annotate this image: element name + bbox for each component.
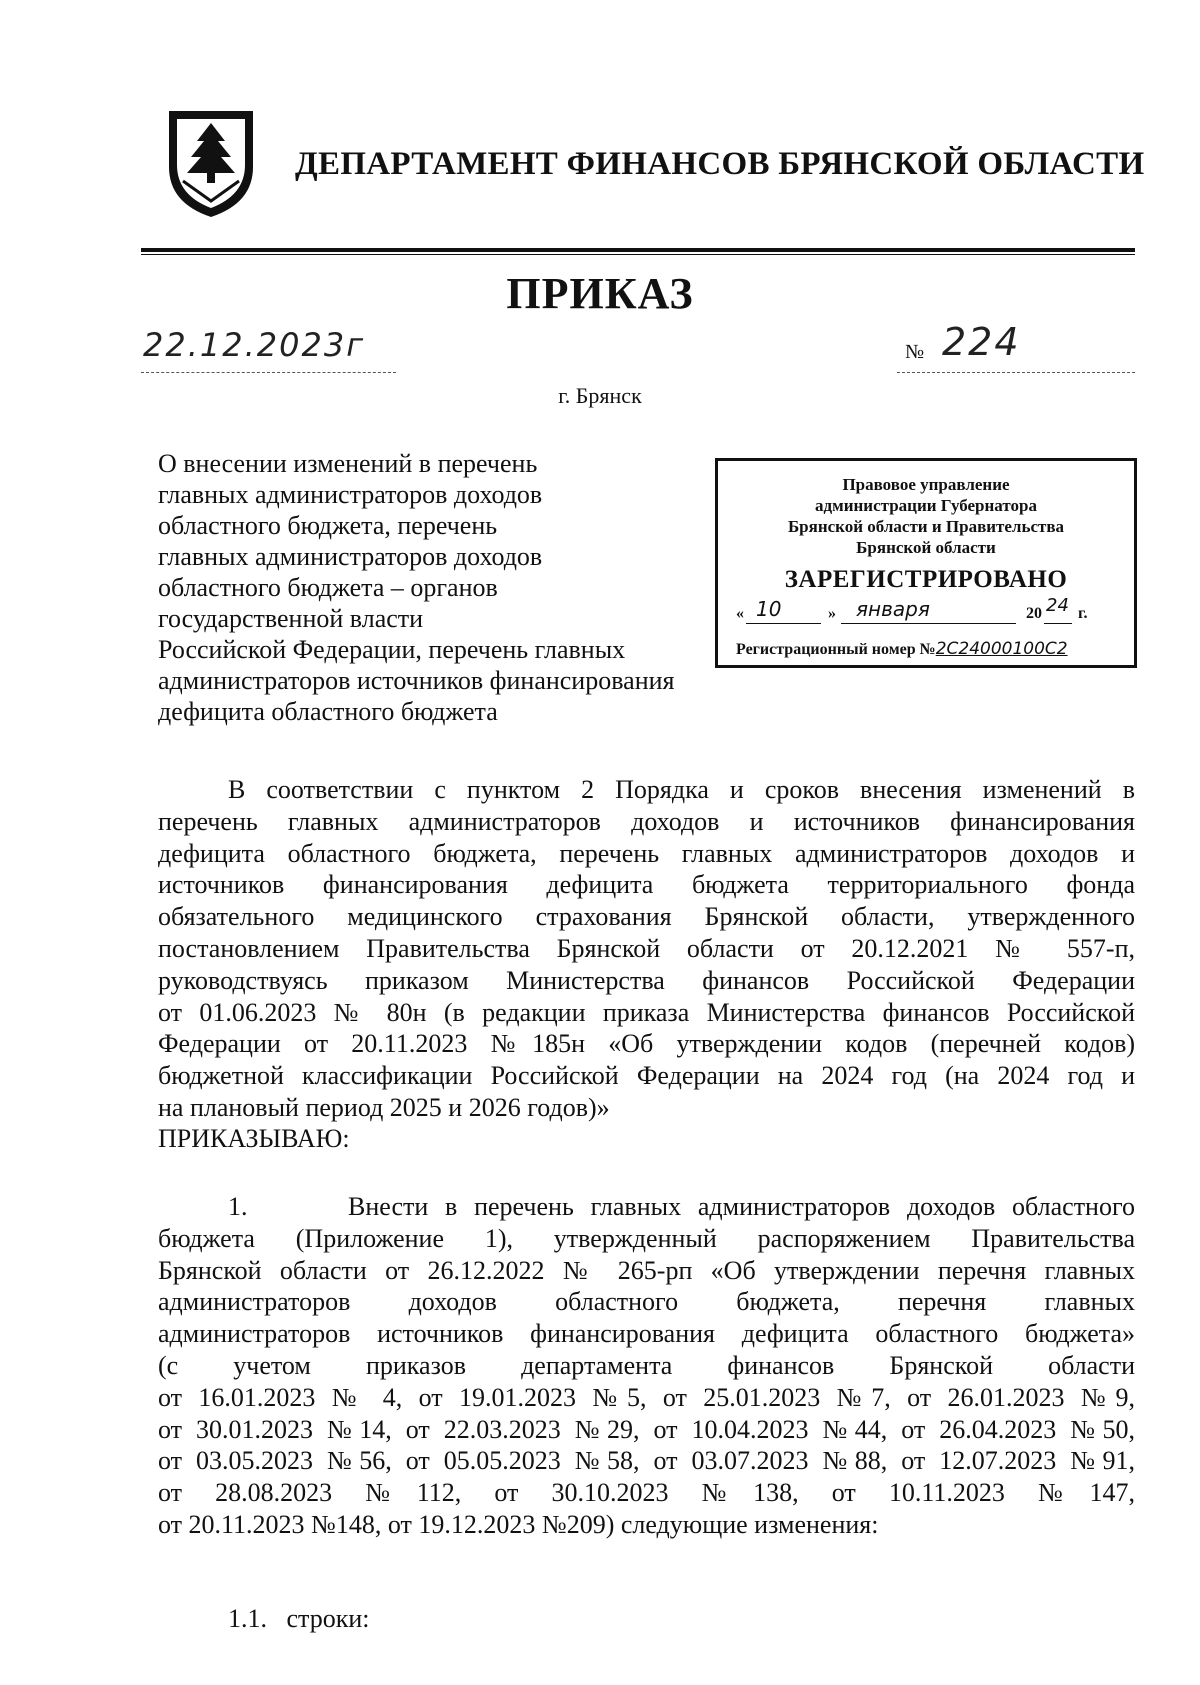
text-line: источников финансирования дефицита бюджета территориального фонда (158, 870, 1135, 900)
stamp-line: администрации Губернатора (815, 496, 1037, 515)
stamp-registration (736, 639, 1068, 659)
stamp-line: Правовое управление (842, 475, 1010, 494)
preamble-paragraph (158, 774, 1135, 1124)
text-line: Федерации от 20.11.2023 №185н «Об утверждении кодов (перечней кодов) (158, 1029, 1135, 1059)
text-line: на плановый период 2025 и 2026 годов)» (158, 1092, 610, 1122)
subject-line: главных администраторов доходов (158, 480, 543, 509)
stamp-line: Брянской области (856, 538, 996, 557)
stamp-year-prefix: 20 (1026, 605, 1042, 622)
registration-stamp (715, 458, 1137, 668)
subject-line: областного бюджета, перечень (158, 511, 498, 540)
text-line: Брянской области от 26.12.2022 № 265-рп «Об утверждении перечня главных (158, 1255, 1135, 1285)
coat-of-arms-icon (163, 105, 259, 221)
text-line: обязательного медицинского страхования Брянской области, утвержденного (158, 902, 1135, 932)
text-line: от 03.05.2023 №56, от 05.05.2023 №58, от 03.07.2023 №88, от 12.07.2023 №91, (158, 1446, 1135, 1476)
text-line: администраторов доходов областного бюджета, перечня главных (158, 1287, 1135, 1317)
subitem-1-1: 1.1. строки: (228, 1604, 370, 1633)
text-line: от 30.01.2023 №14, от 22.03.2023 №29, от 10.04.2023 №44, от 26.04.2023 №50, (158, 1414, 1135, 1444)
text-line: руководствуясь приказом Министерства финансов Российской Федерации (158, 965, 1135, 995)
stamp-month: января (856, 597, 930, 621)
text-line: 1. Внести в перечень главных администраторов доходов областного (228, 1192, 1135, 1221)
order-subject (158, 448, 758, 727)
text-line: бюджета (Приложение 1), утвержденный распоряжением Правительства (158, 1223, 1135, 1253)
subject-line: главных администраторов доходов (158, 542, 543, 571)
stamp-registered: ЗАРЕГИСТРИРОВАНО (784, 566, 1068, 593)
city-label: г. Брянск (558, 383, 642, 408)
subject-line: дефицита областного бюджета (158, 697, 498, 726)
subject-line: О внесении изменений в перечень (158, 449, 538, 478)
order-date-handwritten: 22.12.2023г (143, 326, 366, 364)
text-line: дефицита областного бюджета, перечень главных администраторов доходов и (158, 838, 1135, 868)
date-underline (141, 372, 396, 373)
item-1-paragraph (158, 1191, 1135, 1541)
order-number-handwritten: 224 (942, 320, 1021, 364)
subject-line: администраторов источников финансирования (158, 666, 675, 695)
text-line: перечень главных администраторов доходов и источников финансирования (158, 806, 1135, 836)
subject-line: государственной власти (158, 604, 424, 633)
text-line: бюджетной классификации Российской Федерации на 2024 год (на 2024 год и (158, 1061, 1135, 1091)
order-directive: ПРИКАЗЫВАЮ: (158, 1124, 350, 1153)
document-title: ПРИКАЗ (506, 269, 694, 318)
text-line: от 16.01.2023 № 4, от 19.01.2023 №5, от 25.01.2023 №7, от 26.01.2023 №9, (158, 1382, 1135, 1412)
stamp-date: « 10 » января 20 24 г. (736, 595, 1088, 622)
text-line: от 20.11.2023 №148, от 19.12.2023 №209) следующие изменения: (158, 1509, 879, 1539)
department-name: ДЕПАРТАМЕНТ ФИНАНСОВ БРЯНСКОЙ ОБЛАСТИ (295, 146, 1145, 182)
text-line: от 28.08.2023 №112, от 30.10.2023 №138, от 10.11.2023 №147, (158, 1478, 1135, 1508)
stamp-line: Брянской области и Правительства (787, 517, 1065, 536)
number-sign: № (905, 341, 925, 363)
stamp-day: 10 (756, 597, 782, 621)
text-line: В соответствии с пунктом 2 Порядка и сроков внесения изменений в (228, 775, 1135, 804)
stamp-year-unit: г. (1078, 605, 1088, 622)
stamp-reg-number: 2С24000100С2 (935, 639, 1068, 659)
text-line: (с учетом приказов департамента финансов Брянской области (158, 1350, 1135, 1380)
stamp-year-suffix: 24 (1046, 595, 1069, 616)
header-divider (141, 248, 1135, 255)
subject-line: областного бюджета – органов (158, 573, 498, 602)
subject-line: Российской Федерации, перечень главных (158, 635, 626, 664)
number-underline (897, 372, 1135, 373)
stamp-reg-label: Регистрационный номер № (736, 641, 936, 658)
text-line: от 01.06.2023 № 80н (в редакции приказа Министерства финансов Российской (158, 997, 1135, 1027)
text-line: постановлением Правительства Брянской области от 20.12.2021 № 557-п, (158, 933, 1135, 963)
text-line: администраторов источников финансирования дефицита областного бюджета» (158, 1319, 1135, 1349)
